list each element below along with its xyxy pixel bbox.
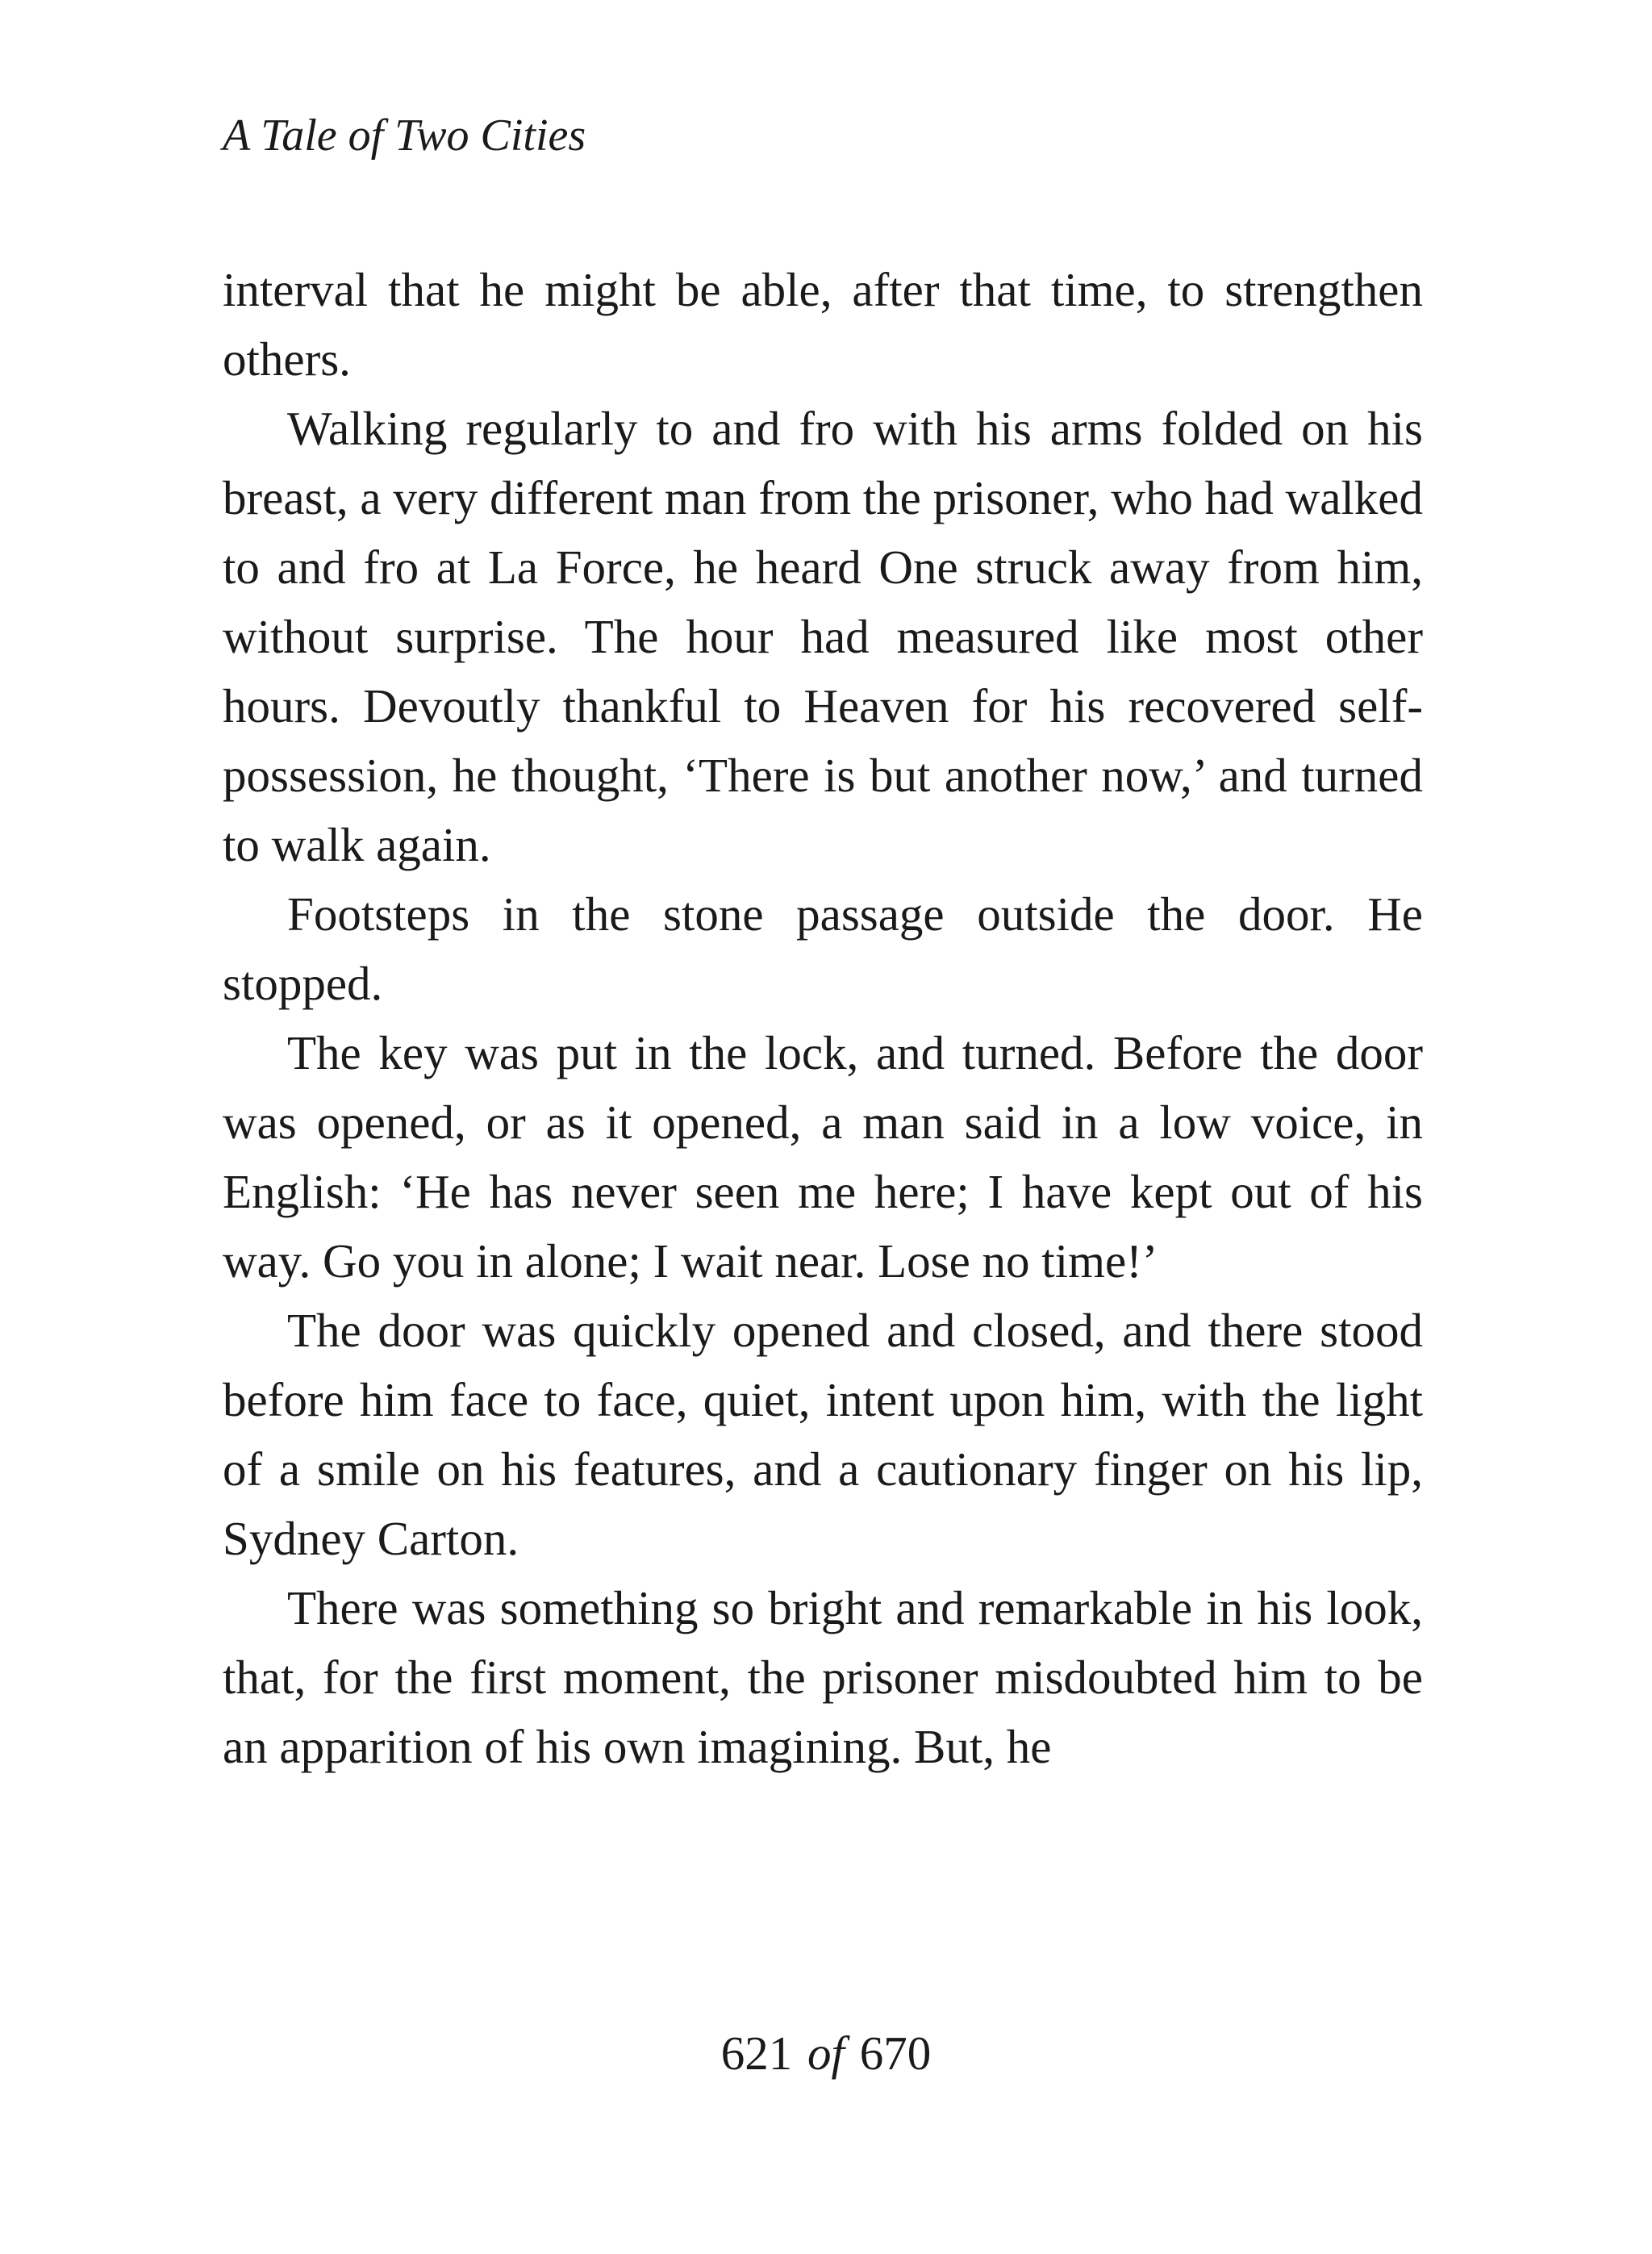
total-pages-number: 670: [859, 2027, 932, 2080]
paragraph: The key was put in the lock, and turned. Before the door was opened, or as it opened, a man said in a low voice, in English: ‘He has never seen me here; I have kept out of his way. Go you in alone; I wait near. Lose no time!’: [223, 1026, 1423, 1288]
paragraph: The door was quickly opened and closed, and there stood before him face to face, quiet, intent upon him, with the light of a smile on his features, and a cautionary finger on his lip, Sydney Carton.: [223, 1304, 1423, 1565]
paragraph-continued: interval that he might be able, after that time, to strengthen others.: [223, 263, 1423, 386]
body-text: [223, 255, 1423, 1781]
paragraph: Footsteps in the stone passage outside the door. He stopped.: [223, 887, 1423, 1010]
page-of-word: of: [807, 2027, 845, 2080]
page-number: [0, 2021, 1652, 2085]
current-page-number: 621: [720, 2027, 793, 2080]
paragraph: Walking regularly to and fro with his arms folded on his breast, a very different man from the prisoner, who had walked to and fro at La Force, he heard One struck away from him, without surprise. The hour had measured like most other hours. Devoutly thankful to Heaven for his recovered self-possession, he thought, ‘There is but another now,’ and turned to walk again.: [223, 402, 1423, 871]
paragraph: There was something so bright and remarkable in his look, that, for the first moment, the prisoner misdoubted him to be an apparition of his own imagining. But, he: [223, 1581, 1423, 1773]
running-header-title: A Tale of Two Cities: [223, 111, 586, 161]
